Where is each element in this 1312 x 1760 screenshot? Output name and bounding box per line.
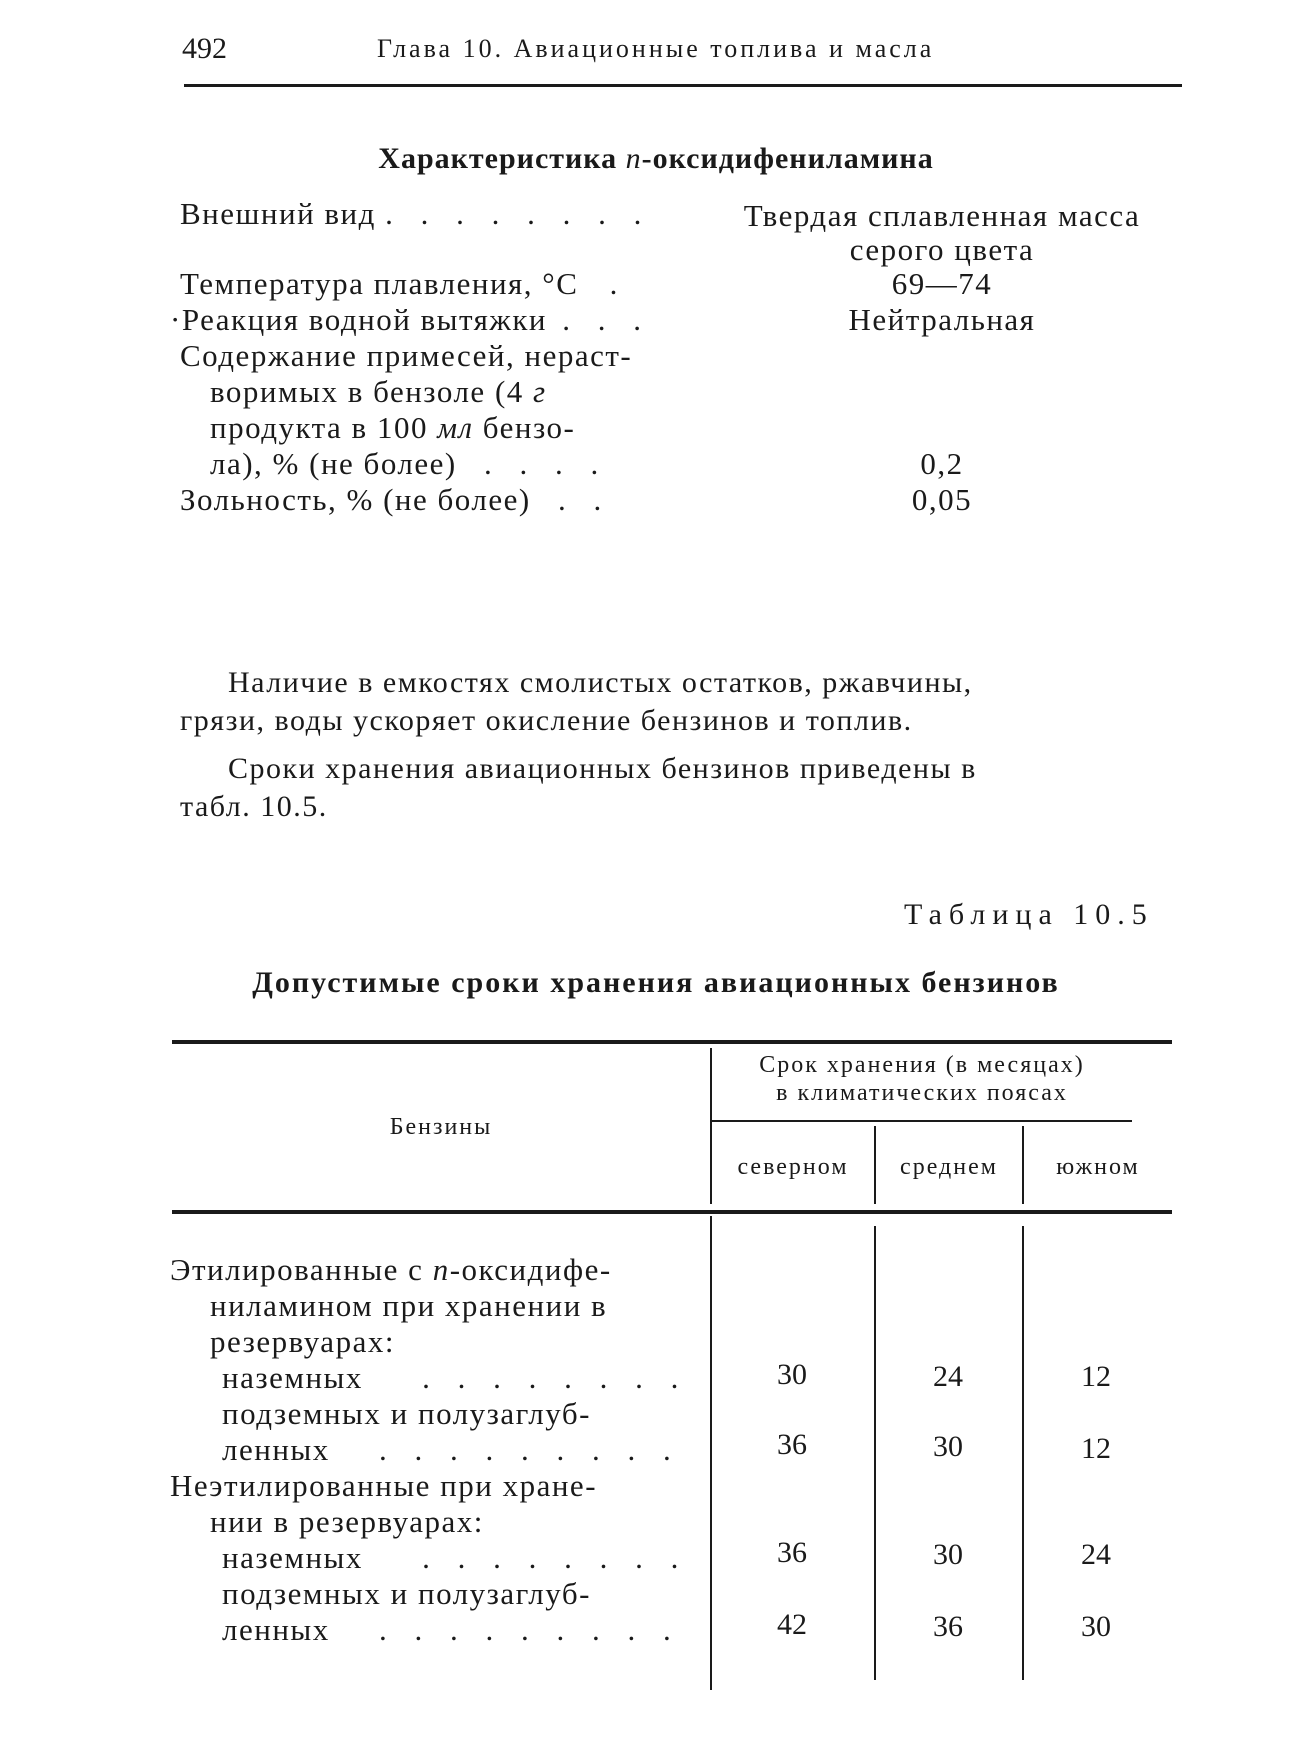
characteristics-title-italic: п (625, 142, 642, 175)
table-row-3-label (222, 1540, 688, 1576)
table-row-2-south: 12 (1081, 1432, 1111, 1465)
table-row-1-dots: . . . . . . . . (422, 1360, 689, 1395)
prop-appearance-text: Внешний вид (180, 196, 376, 231)
paragraph-1-line-1: Наличие в емкостях смолистых остатков, ржавчины, (228, 666, 973, 699)
header-rule (184, 84, 1182, 87)
group-1-line-1 (170, 1252, 612, 1288)
characteristics-title-suffix: -оксидифениламина (641, 142, 934, 175)
table-row-3-middle: 30 (933, 1538, 963, 1571)
prop-impurities-dots: . . . . (483, 446, 609, 481)
prop-impurities-line3-a: продукта в 100 (210, 410, 438, 445)
table-row-4-label-1: подземных и полузаглуб- (222, 1576, 591, 1611)
prop-melting-text: Температура плавления, °С (180, 266, 579, 301)
table-row-4-label (222, 1612, 681, 1648)
prop-melting-value: 69—74 (891, 266, 993, 301)
table-top-rule (172, 1040, 1172, 1044)
table-row-2-middle: 30 (933, 1430, 963, 1463)
paragraph-1-line-2: грязи, воды ускоряет окисление бензинов и топлив. (180, 704, 913, 737)
table-row-4-dots: . . . . . . . . . (379, 1612, 681, 1647)
group-1-line-2: ниламином при хранении в (210, 1288, 608, 1323)
prop-impurities-line4 (210, 446, 608, 482)
group-2-line-2: нии в резервуарах: (210, 1504, 484, 1539)
table-row-3-south: 24 (1081, 1538, 1111, 1571)
table-row-3-north: 36 (777, 1536, 807, 1569)
table-row-2-dots: . . . . . . . . . (379, 1432, 681, 1467)
group-1-line-3: резервуарах: (210, 1324, 395, 1359)
table-row-2-label (222, 1432, 681, 1468)
paragraph-2-line-1: Сроки хранения авиационных бензинов приведены в (228, 752, 977, 785)
prop-ash-text: Зольность, % (не более) (180, 482, 531, 517)
prop-ash-dots: . . (557, 482, 612, 517)
prop-impurities-line1: Содержание примесей, нераст- (180, 338, 633, 373)
prop-reaction-value: Нейтральная (848, 302, 1036, 337)
table-row-4-north: 42 (777, 1608, 807, 1641)
table-row-2-north: 36 (777, 1428, 807, 1461)
table-row-4-south: 30 (1081, 1610, 1111, 1643)
prop-appearance-value-2: серого цвета (849, 232, 1035, 267)
prop-impurities-unit-g: г (533, 374, 547, 409)
table-row-3-text: наземных (222, 1540, 363, 1575)
table-title: Допустимые сроки хранения авиационных бензинов (252, 966, 1060, 999)
table-row-4-middle: 36 (933, 1610, 963, 1643)
prop-reaction-label (170, 302, 651, 338)
table-row-1-text: наземных (222, 1360, 363, 1395)
group-1-line-1-post: -оксидифе- (449, 1252, 612, 1287)
prop-appearance-value-1: Твердая сплавленная масса (743, 198, 1141, 233)
prop-impurities-unit-ml: мл (437, 410, 474, 445)
table-row-4-text: ленных (222, 1612, 330, 1647)
characteristics-title-prefix: Характеристика (378, 142, 626, 175)
prop-impurities-line3 (210, 410, 575, 446)
prop-ash-value: 0,05 (911, 482, 973, 517)
page-number: 492 (182, 32, 227, 65)
col-header-fuels: Бензины (389, 1114, 493, 1140)
characteristics-title (0, 142, 1312, 176)
prop-impurities-line3-b: бензо- (473, 410, 576, 445)
col-header-middle: среднем (900, 1154, 998, 1180)
table-row-2-text: ленных (222, 1432, 330, 1467)
prop-reaction-text: ·Реакция водной вытяжки (170, 302, 547, 337)
group-2-line-1: Неэтилированные при хране- (170, 1468, 598, 1503)
prop-impurities-line2-text: воримых в бензоле (4 (210, 374, 534, 409)
prop-melting-label (180, 266, 627, 302)
table-row-1-south: 12 (1081, 1360, 1111, 1393)
group-1-line-1-pre: Этилированные с (170, 1252, 433, 1287)
col-header-group-2: в климатических поясах (776, 1080, 1068, 1106)
col-header-south: южном (1056, 1154, 1140, 1180)
paragraph-2-line-2: табл. 10.5. (180, 790, 328, 823)
prop-appearance-label (180, 196, 651, 232)
table-group-rule (712, 1120, 1132, 1122)
col-header-north: северном (737, 1154, 849, 1180)
table-header-rule (172, 1210, 1172, 1214)
table-vline-1-body (710, 1216, 712, 1690)
prop-appearance-dots: . . . . . . . . (385, 196, 652, 231)
table-label: Таблица 10.5 (904, 898, 1154, 931)
table-row-2-label-1: подземных и полузаглуб- (222, 1396, 591, 1431)
table-vline-2-body (874, 1226, 876, 1680)
col-header-group-1: Срок хранения (в месяцах) (759, 1052, 1085, 1078)
table-row-1-north: 30 (777, 1358, 807, 1391)
table-row-3-dots: . . . . . . . . (422, 1540, 689, 1575)
prop-reaction-dots: . . . (562, 302, 651, 337)
group-1-line-1-italic: п (432, 1252, 450, 1287)
prop-impurities-line4-text: ла), % (не более) (210, 446, 457, 481)
prop-impurities-line2 (210, 374, 547, 410)
table-row-1-middle: 24 (933, 1360, 963, 1393)
table-vline-3-body (1022, 1226, 1024, 1680)
chapter-title: Глава 10. Авиационные топлива и масла (377, 34, 935, 63)
table-row-1-label (222, 1360, 688, 1396)
prop-impurities-value: 0,2 (920, 446, 964, 481)
prop-ash-label (180, 482, 611, 518)
prop-melting-dots: . (609, 266, 628, 301)
